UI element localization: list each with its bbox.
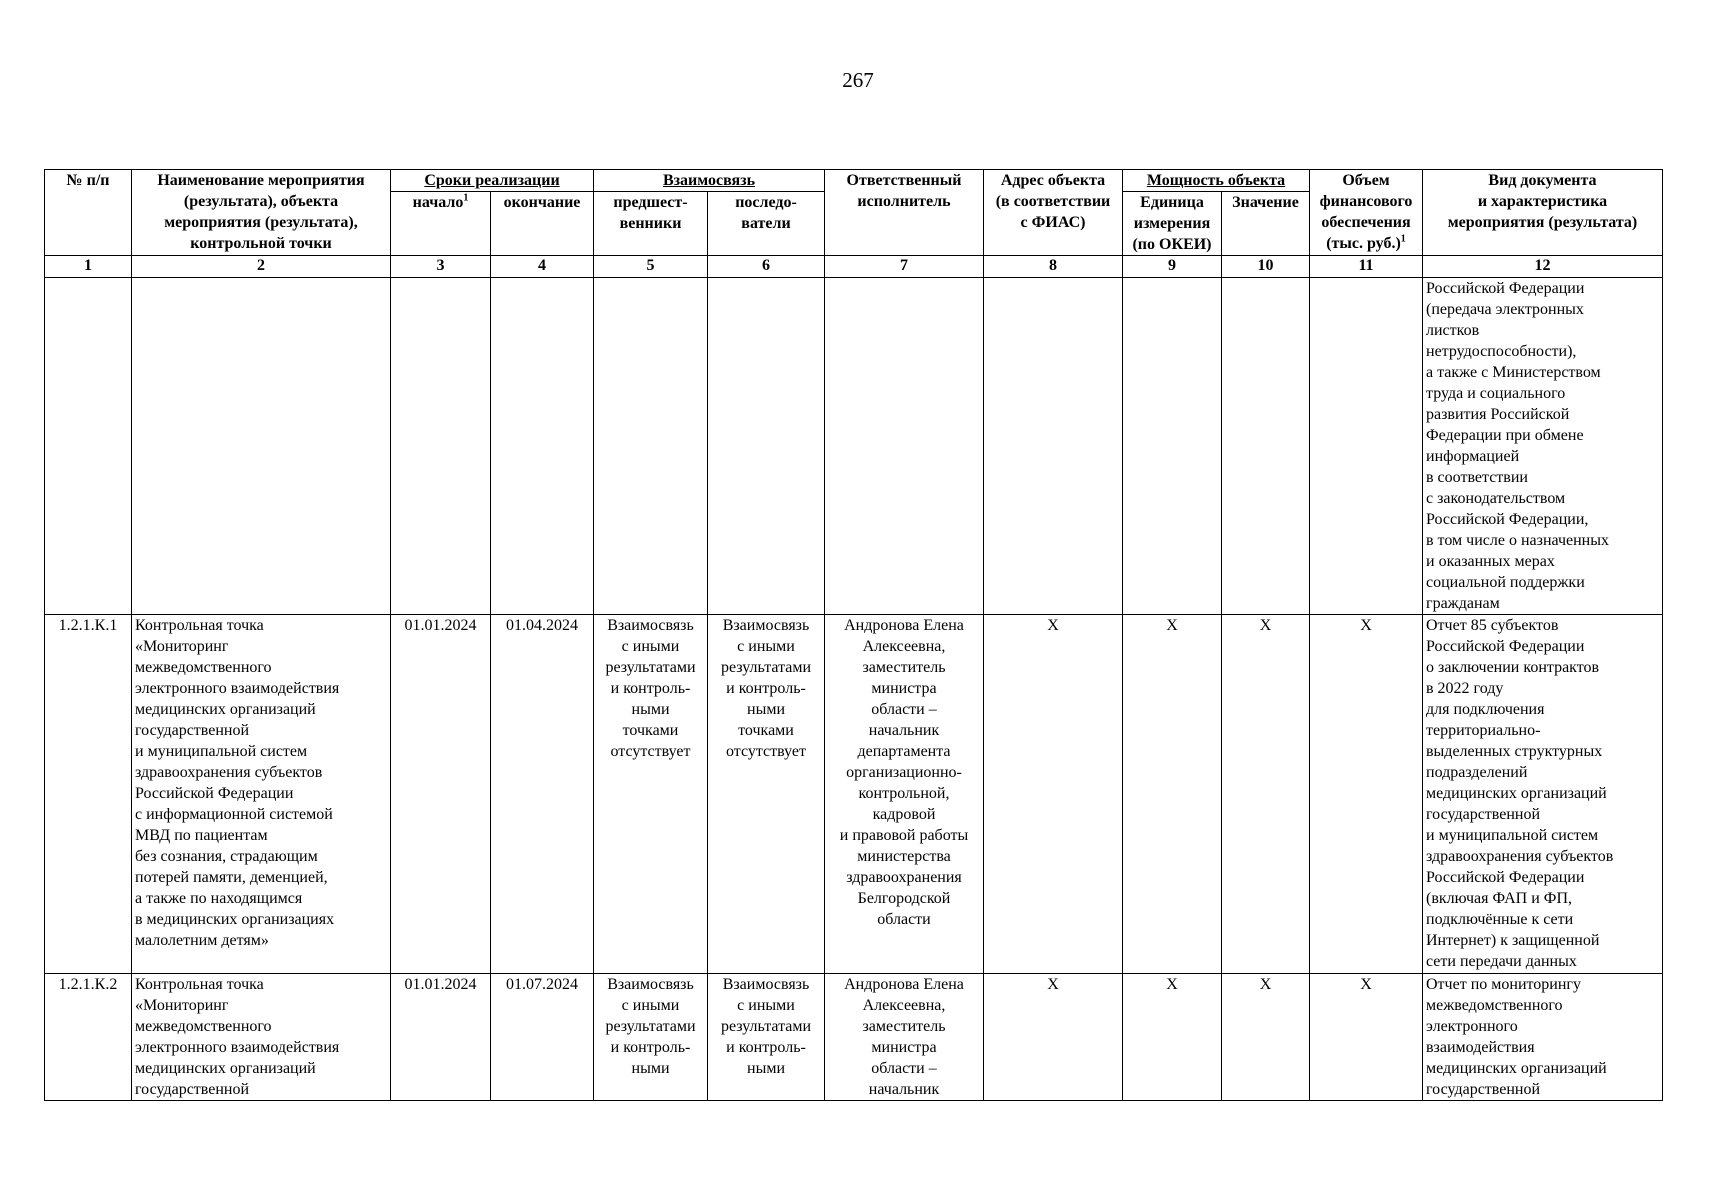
col-number: 6 (708, 256, 825, 278)
cell-start: 01.01.2024 (391, 615, 491, 974)
cell-unit (1123, 278, 1222, 615)
cell-responsible: Андронова Елена Алексеевна, заместитель министра области – начальник департамента организационно- контрольной, кадровой и правовой работы министерства здравоохранения Белгородской области (825, 615, 984, 974)
header-start (391, 192, 491, 256)
col-number: 4 (491, 256, 594, 278)
cell-start (391, 278, 491, 615)
header-num: № п/п (45, 170, 132, 256)
cell-value (1222, 278, 1310, 615)
header-finance-label: Объем финансового обеспечения (тыс. руб.) (1319, 172, 1413, 252)
header-end: окончание (491, 192, 594, 256)
cell-num (45, 278, 132, 615)
cell-finance: X (1310, 974, 1423, 1101)
cell-successors: Взаимосвязь с иными результатами и контроль- ными (708, 974, 825, 1101)
col-number: 3 (391, 256, 491, 278)
header-unit: Единица измерения (по ОКЕИ) (1123, 192, 1222, 256)
header-value: Значение (1222, 192, 1310, 256)
cell-num: 1.2.1.К.1 (45, 615, 132, 974)
header-responsible: Ответственный исполнитель (825, 170, 984, 256)
header-capacity: Мощность объекта (1123, 170, 1310, 192)
col-number: 11 (1310, 256, 1423, 278)
cell-doc: Отчет по мониторингу межведомственного электронного взаимодействия медицинских организаций государственной (1423, 974, 1663, 1101)
col-number: 2 (132, 256, 391, 278)
table-header (45, 170, 1663, 278)
header-successors: последо- ватели (708, 192, 825, 256)
cell-name (132, 278, 391, 615)
cell-start: 01.01.2024 (391, 974, 491, 1101)
col-number: 9 (1123, 256, 1222, 278)
cell-doc: Российской Федерации (передача электронных листков нетрудоспособности), а также с Министерством труда и социального развития Российской Федерации при обмене информацией в соответствии с законодательством Российской Федерации, в том числе о назначенных и оказанных мерах социальной поддержки гражданам (1423, 278, 1663, 615)
cell-successors: Взаимосвязь с иными результатами и контроль- ными точками отсутствует (708, 615, 825, 974)
header-predecessors: предшест- венники (594, 192, 708, 256)
cell-responsible: Андронова Елена Алексеевна, заместитель министра области – начальник (825, 974, 984, 1101)
cell-responsible (825, 278, 984, 615)
header-terms: Сроки реализации (391, 170, 594, 192)
header-doctype: Вид документа и характеристика мероприятия (результата) (1423, 170, 1663, 256)
header-start-label: начало (412, 194, 464, 211)
cell-address: X (984, 615, 1123, 974)
cell-address: X (984, 974, 1123, 1101)
cell-predecessors (594, 278, 708, 615)
cell-unit: X (1123, 615, 1222, 974)
cell-successors (708, 278, 825, 615)
header-finance-sup: 1 (1400, 233, 1406, 245)
col-number: 5 (594, 256, 708, 278)
cell-address (984, 278, 1123, 615)
header-start-sup: 1 (463, 192, 469, 204)
cell-unit: X (1123, 974, 1222, 1101)
cell-name: Контрольная точка «Мониторинг межведомственного электронного взаимодействия медицинских организаций государственной и муниципальной систем здравоохранения субъектов Российской Федерации с информационной системой МВД по пациентам без сознания, страдающим потерей памяти, деменцией, а также по находящимся в медицинских организациях малолетним детям» (132, 615, 391, 974)
cell-end (491, 278, 594, 615)
page-number: 267 (842, 68, 874, 92)
cell-num: 1.2.1.К.2 (45, 974, 132, 1101)
header-address: Адрес объекта (в соответствии с ФИАС) (984, 170, 1123, 256)
cell-name: Контрольная точка «Мониторинг межведомственного электронного взаимодействия медицинских организаций государственной (132, 974, 391, 1101)
header-relation: Взаимосвязь (594, 170, 825, 192)
cell-finance: X (1310, 615, 1423, 974)
table-row (45, 278, 1663, 615)
col-number: 8 (984, 256, 1123, 278)
cell-value: X (1222, 615, 1310, 974)
col-number: 1 (45, 256, 132, 278)
cell-value: X (1222, 974, 1310, 1101)
cell-doc: Отчет 85 субъектов Российской Федерации о заключении контрактов в 2022 году для подключения территориально- выделенных структурных подразделений медицинских организаций государственной и муниципальной систем здравоохранения субъектов Российской Федерации (включая ФАП и ФП, подключённые к сети Интернет) к защищенной сети передачи данных (1423, 615, 1663, 974)
cell-end: 01.04.2024 (491, 615, 594, 974)
col-number: 7 (825, 256, 984, 278)
plan-table (44, 169, 1663, 1101)
col-number: 10 (1222, 256, 1310, 278)
cell-end: 01.07.2024 (491, 974, 594, 1101)
header-name: Наименование мероприятия (результата), объекта мероприятия (результата), контрольной точки (132, 170, 391, 256)
table-row (45, 615, 1663, 974)
cell-predecessors: Взаимосвязь с иными результатами и контроль- ными точками отсутствует (594, 615, 708, 974)
col-number: 12 (1423, 256, 1663, 278)
header-finance (1310, 170, 1423, 256)
cell-finance (1310, 278, 1423, 615)
table-row (45, 974, 1663, 1101)
column-numbers-row (45, 256, 1663, 278)
cell-predecessors: Взаимосвязь с иными результатами и контроль- ными (594, 974, 708, 1101)
